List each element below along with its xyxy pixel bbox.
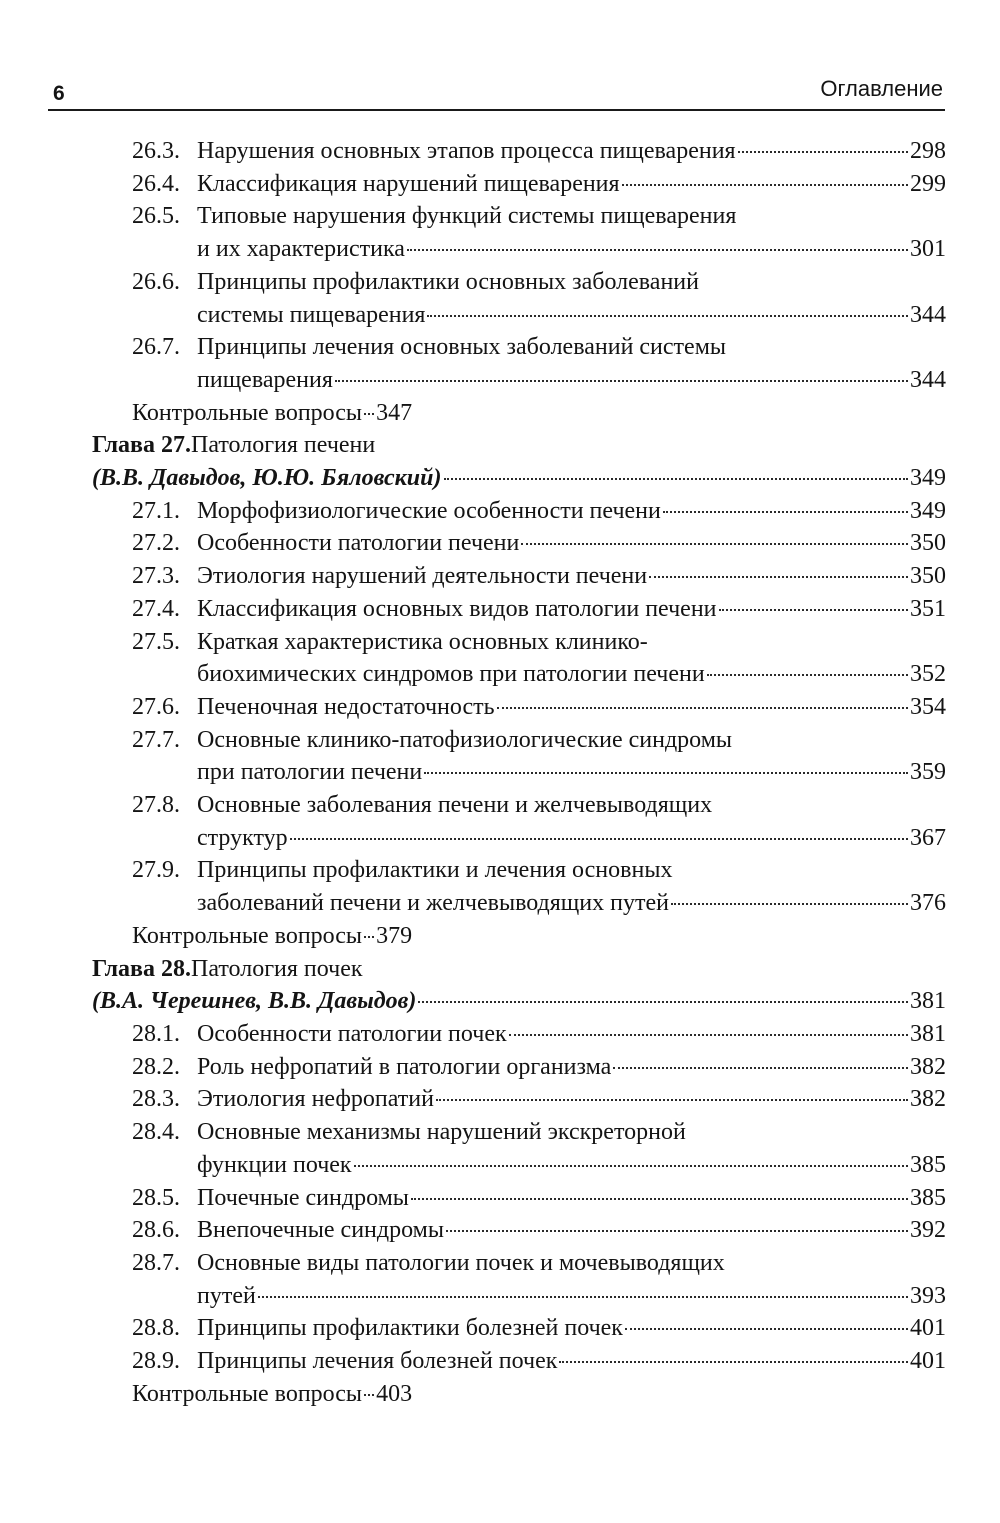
dot-leader [497, 707, 908, 709]
entry-body [197, 1214, 946, 1247]
entry-title: пищеварения [197, 366, 333, 393]
entry-title: заболеваний печени и желчевыводящих путей [197, 890, 669, 917]
dot-leader [436, 1099, 908, 1101]
section-number: 26.7. [132, 334, 180, 361]
entry-title: (В.В. Давыдов, Ю.Ю. Бяловский) [92, 465, 442, 492]
entry-title: при патологии печени [197, 759, 423, 786]
entry-title: Морфофизиологические особенности печени [197, 497, 661, 524]
entry-page-number: 403 [376, 1380, 413, 1407]
toc-entry [92, 1247, 946, 1312]
toc-line [197, 854, 946, 887]
section-number: 27.1. [132, 497, 180, 524]
toc-line [197, 135, 946, 168]
section-number: 26.5. [132, 203, 180, 230]
toc-line [197, 626, 946, 659]
toc-line [92, 953, 946, 986]
section-number: 28.9. [132, 1348, 180, 1375]
entry-page-number: 349 [910, 465, 946, 492]
toc-line [197, 1214, 946, 1247]
entry-page-number: 352 [910, 661, 946, 688]
entry-page-number: 367 [910, 824, 946, 851]
toc-line [132, 920, 412, 953]
entry-page-number: 359 [910, 759, 946, 786]
section-number: 28.3. [132, 1086, 180, 1113]
dot-leader [444, 478, 909, 480]
toc-entry [92, 854, 946, 919]
dot-leader [663, 511, 908, 513]
section-number: 28.8. [132, 1315, 180, 1342]
section-number: 28.6. [132, 1217, 180, 1244]
dot-leader [418, 1001, 908, 1003]
entry-page-number: 401 [910, 1348, 946, 1375]
entry-body [197, 331, 946, 396]
toc-entry [92, 1116, 946, 1181]
entry-title: и их характеристика [197, 236, 405, 263]
entry-body [197, 1083, 946, 1116]
toc-line [132, 1378, 412, 1411]
entry-title: (В.А. Черешнев, В.В. Давыдов) [92, 988, 417, 1015]
toc-line [197, 1280, 946, 1313]
toc-line [197, 266, 946, 299]
toc-entry [92, 135, 946, 168]
entry-title: Внепочечные синдромы [197, 1217, 444, 1244]
toc-line [132, 397, 412, 430]
entry-title: структур [197, 824, 288, 851]
chapter-heading [92, 953, 946, 1018]
entry-page-number: 301 [910, 236, 946, 263]
entry-page-number: 350 [910, 530, 946, 557]
toc-line [197, 233, 946, 266]
dot-leader [290, 838, 908, 840]
entry-body [197, 168, 946, 201]
entry-title: Контрольные вопросы [132, 922, 363, 949]
toc-line [197, 691, 946, 724]
chapter-label: Глава 27. [92, 432, 191, 459]
toc-entry [92, 331, 946, 396]
entry-title: Основные механизмы нарушений экскреторной [197, 1119, 686, 1146]
dot-leader [707, 674, 908, 676]
toc-line [197, 593, 946, 626]
toc-line [197, 299, 946, 332]
entry-title: Классификация основных видов патологии печени [197, 595, 717, 622]
toc-line [197, 200, 946, 233]
dot-leader [364, 1394, 374, 1396]
toc-entry [92, 527, 946, 560]
section-number: 26.4. [132, 170, 180, 197]
entry-page-number: 347 [376, 399, 413, 426]
toc-line [197, 724, 946, 757]
toc-entry-questions [92, 397, 946, 430]
entry-title: Типовые нарушения функций системы пищеварения [197, 203, 737, 230]
entry-page-number: 381 [910, 988, 946, 1015]
entry-body [197, 1051, 946, 1084]
toc-line [197, 1345, 946, 1378]
entry-title: Принципы лечения болезней почек [197, 1348, 558, 1375]
entry-title: Этиология нефропатий [197, 1086, 434, 1113]
dot-leader [427, 315, 908, 317]
entry-body [197, 1345, 946, 1378]
entry-page-number: 379 [376, 922, 413, 949]
section-number: 27.3. [132, 563, 180, 590]
entry-title: Классификация нарушений пищеварения [197, 170, 620, 197]
section-number: 27.6. [132, 693, 180, 720]
entry-title: Нарушения основных этапов процесса пищеварения [197, 138, 736, 164]
entry-title: Контрольные вопросы [132, 1380, 363, 1407]
dot-leader [509, 1034, 908, 1036]
toc-entry [92, 1018, 946, 1051]
section-number: 27.4. [132, 595, 180, 622]
toc-line [197, 822, 946, 855]
entry-title: Принципы профилактики болезней почек [197, 1315, 623, 1342]
section-number: 28.2. [132, 1053, 180, 1080]
dot-leader [446, 1230, 908, 1232]
entry-title: Особенности патологии почек [197, 1020, 507, 1047]
header-rule [48, 109, 945, 111]
chapter-label: Глава 28. [92, 955, 191, 982]
dot-leader [719, 609, 908, 611]
entry-title: Роль нефропатий в патологии организма [197, 1053, 612, 1080]
dot-leader [364, 413, 374, 415]
section-number: 27.9. [132, 857, 180, 884]
entry-body [197, 1312, 946, 1345]
section-number: 27.5. [132, 628, 180, 655]
toc-entry [92, 200, 946, 265]
toc-line [197, 1018, 946, 1051]
entry-page-number: 354 [910, 693, 946, 720]
section-number: 27.7. [132, 726, 180, 753]
entry-title: системы пищеварения [197, 301, 426, 328]
entry-title: Краткая характеристика основных клинико- [197, 628, 648, 655]
entry-page-number: 393 [910, 1282, 946, 1309]
toc-entry [92, 560, 946, 593]
dot-leader [364, 936, 374, 938]
section-number: 27.8. [132, 792, 180, 819]
dot-leader [613, 1067, 908, 1069]
toc-line [197, 364, 946, 397]
entry-body [197, 560, 946, 593]
toc-entry [92, 691, 946, 724]
entry-page-number: 392 [910, 1217, 946, 1244]
entry-body [197, 495, 946, 528]
entry-title: биохимических синдромов при патологии печени [197, 661, 705, 688]
section-number: 26.6. [132, 268, 180, 295]
section-number: 28.4. [132, 1119, 180, 1146]
entry-title: Почечные синдромы [197, 1184, 409, 1211]
entry-title: Принципы профилактики основных заболеваний [197, 268, 699, 295]
toc-entry [92, 1214, 946, 1247]
chapter-title: Патология почек [191, 955, 363, 982]
toc-line [197, 1182, 946, 1215]
dot-leader [671, 903, 908, 905]
dot-leader [622, 184, 908, 186]
entry-body [197, 691, 946, 724]
entry-page-number: 298 [910, 138, 946, 164]
entry-title: Контрольные вопросы [132, 399, 363, 426]
toc-line [197, 887, 946, 920]
entry-body [197, 1116, 946, 1181]
entry-body [197, 593, 946, 626]
entry-page-number: 381 [910, 1020, 946, 1047]
table-of-contents [92, 135, 946, 1410]
toc-line [197, 1083, 946, 1116]
entry-page-number: 299 [910, 170, 946, 197]
entry-body [197, 200, 946, 265]
toc-line [197, 1116, 946, 1149]
toc-entry [92, 495, 946, 528]
toc-line [197, 789, 946, 822]
dot-leader [411, 1198, 908, 1200]
toc-entry [92, 1051, 946, 1084]
page-header [48, 70, 943, 110]
entry-title: Основные клинико-патофизиологические синдромы [197, 726, 733, 753]
toc-line [92, 429, 946, 462]
toc-line [92, 462, 946, 495]
toc-line [197, 1149, 946, 1182]
entry-body [197, 1018, 946, 1051]
entry-page-number: 351 [910, 595, 946, 622]
entry-body [197, 789, 946, 854]
entry-body [197, 626, 946, 691]
section-number: 26.3. [132, 138, 180, 164]
entry-title: Печеночная недостаточность [197, 693, 495, 720]
toc-entry [92, 1182, 946, 1215]
entry-title: функции почек [197, 1151, 352, 1178]
entry-body [197, 1182, 946, 1215]
entry-title: Основные заболевания печени и желчевыводящих [197, 792, 713, 819]
section-number: 28.7. [132, 1249, 180, 1276]
toc-entry [92, 789, 946, 854]
toc-entry [92, 1312, 946, 1345]
section-number: 28.1. [132, 1020, 180, 1047]
entry-body [197, 266, 946, 331]
toc-line [197, 527, 946, 560]
chapter-heading [92, 429, 946, 494]
entry-page-number: 344 [910, 301, 946, 328]
entry-page-number: 401 [910, 1315, 946, 1342]
entry-page-number: 350 [910, 563, 946, 590]
chapter-title: Патология печени [191, 432, 376, 459]
entry-body [197, 135, 946, 168]
entry-title: Принципы лечения основных заболеваний системы [197, 334, 727, 361]
entry-title: Принципы профилактики и лечения основных [197, 857, 673, 884]
dot-leader [559, 1361, 908, 1363]
toc-entry [92, 1083, 946, 1116]
toc-line [197, 1051, 946, 1084]
entry-body [197, 854, 946, 919]
entry-title: Основные виды патологии почек и мочевыводящих [197, 1249, 725, 1276]
toc-line [92, 985, 946, 1018]
toc-line [197, 658, 946, 691]
entry-body [197, 1247, 946, 1312]
entry-page-number: 349 [910, 497, 946, 524]
dot-leader [424, 772, 908, 774]
section-number: 27.2. [132, 530, 180, 557]
entry-page-number: 382 [910, 1086, 946, 1113]
entry-page-number: 376 [910, 890, 946, 917]
entry-page-number: 385 [910, 1151, 946, 1178]
toc-entry [92, 593, 946, 626]
entry-title: Этиология нарушений деятельности печени [197, 563, 648, 590]
entry-page-number: 344 [910, 366, 946, 393]
entry-body [197, 724, 946, 789]
toc-line [197, 495, 946, 528]
toc-entry [92, 626, 946, 691]
dot-leader [521, 543, 908, 545]
toc-entry [92, 266, 946, 331]
dot-leader [738, 151, 908, 153]
entry-title: Особенности патологии печени [197, 530, 520, 557]
entry-page-number: 385 [910, 1184, 946, 1211]
toc-line [197, 168, 946, 201]
dot-leader [258, 1296, 908, 1298]
page-number: 6 [53, 82, 65, 105]
dot-leader [335, 380, 908, 382]
toc-line [197, 331, 946, 364]
dot-leader [407, 249, 908, 251]
entry-title: путей [197, 1282, 256, 1309]
toc-line [197, 756, 946, 789]
toc-line [197, 1312, 946, 1345]
toc-entry-questions [92, 1378, 946, 1411]
toc-entry [92, 168, 946, 201]
dot-leader [625, 1328, 908, 1330]
dot-leader [354, 1165, 908, 1167]
entry-body [197, 527, 946, 560]
toc-entry [92, 1345, 946, 1378]
toc-line [197, 1247, 946, 1280]
running-title: Оглавление [820, 76, 943, 101]
dot-leader [649, 576, 908, 578]
section-number: 28.5. [132, 1184, 180, 1211]
toc-entry [92, 724, 946, 789]
toc-entry-questions [92, 920, 946, 953]
entry-page-number: 382 [910, 1053, 946, 1080]
toc-line [197, 560, 946, 593]
